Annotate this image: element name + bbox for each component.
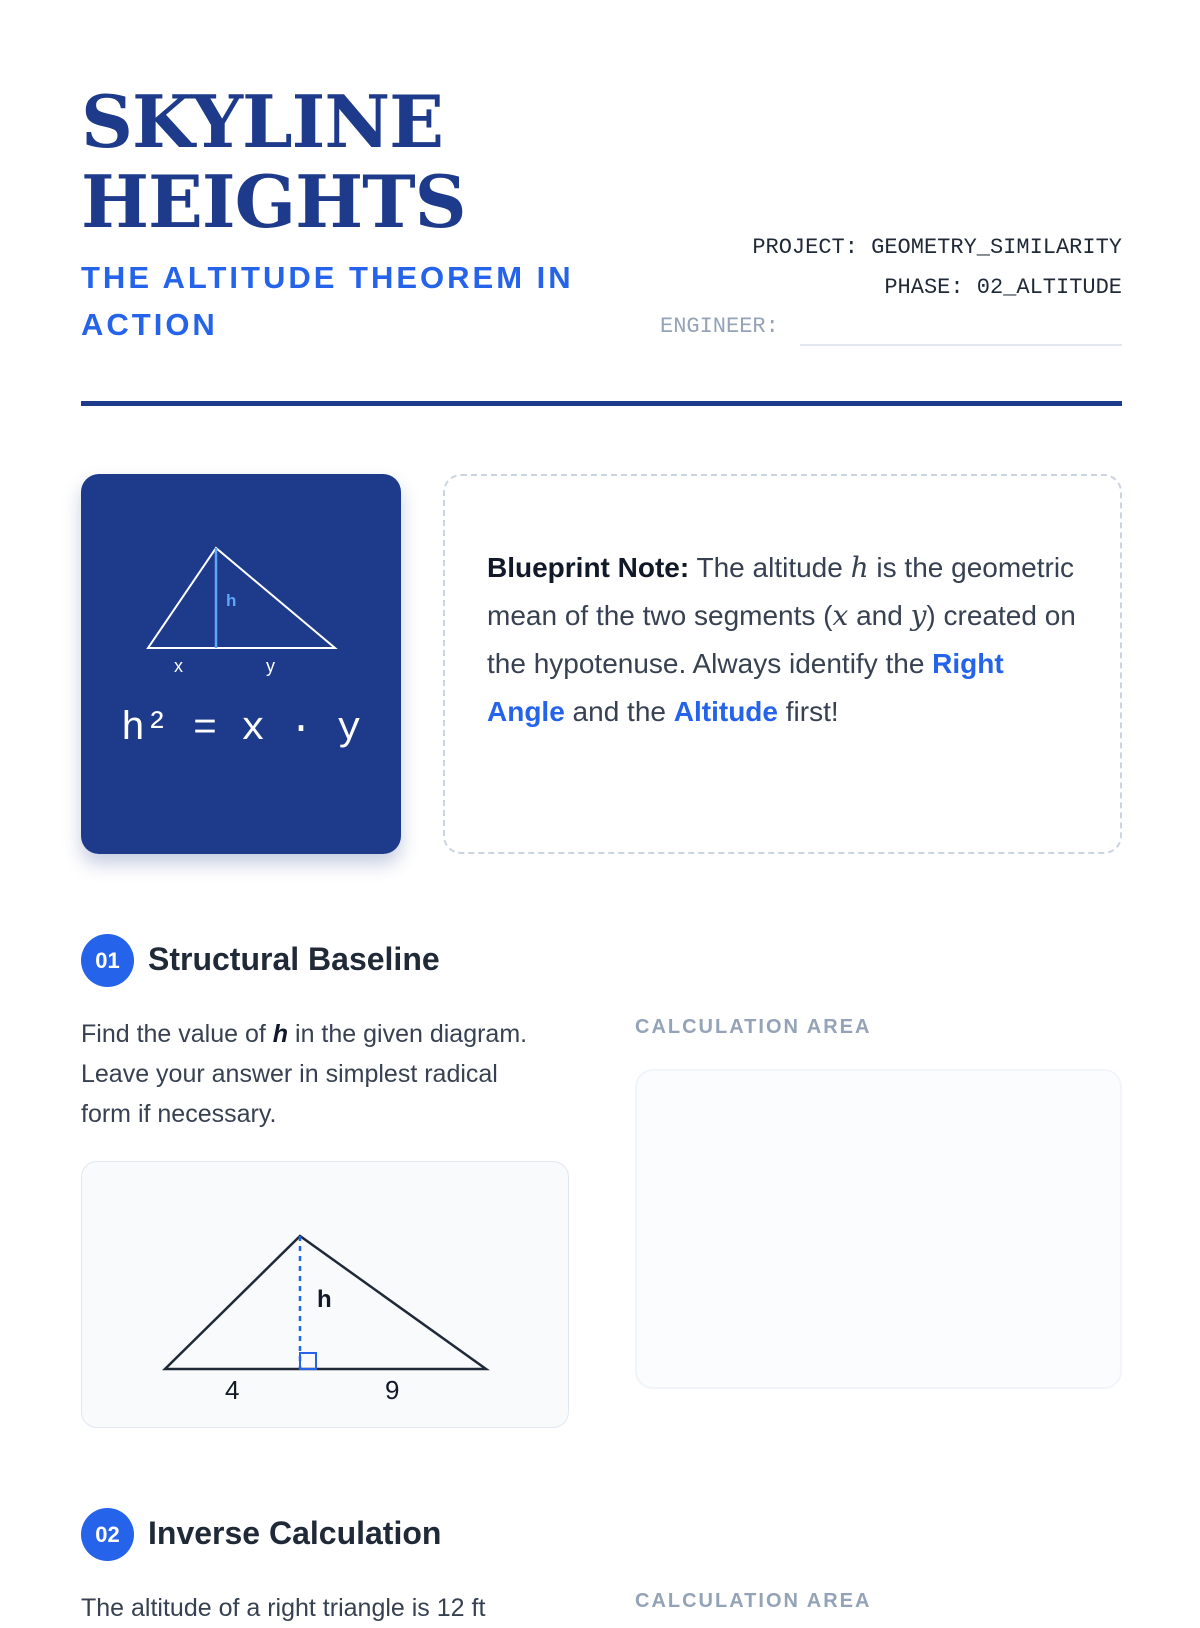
note-var-h: h	[850, 551, 869, 584]
right-angle-marker	[300, 1353, 316, 1369]
formula-label-y: y	[266, 656, 275, 676]
prompt-var-h: h	[272, 1020, 289, 1048]
section-01-prompt	[81, 1014, 541, 1134]
title-line-2: HEIGHTS	[81, 159, 466, 244]
section-01-diagram	[81, 1161, 569, 1428]
header-divider	[81, 401, 1122, 406]
formula-equation: h² = x · y	[121, 707, 362, 752]
section-title: Structural Baseline	[148, 941, 440, 977]
formula-card	[81, 474, 401, 854]
note-var-y: y	[910, 599, 927, 632]
section-number-badge: 01	[81, 934, 134, 987]
note-text	[487, 544, 1087, 736]
engineer-input-line[interactable]	[800, 344, 1122, 346]
altitude-diagram-icon	[81, 474, 401, 854]
note-highlight-right-angle: Right Angle	[487, 648, 1004, 727]
title-line-1: SKYLINE	[81, 79, 444, 164]
note-var-x: x	[832, 599, 849, 632]
note-text-3: and	[848, 600, 911, 631]
note-text-1: The altitude	[689, 552, 851, 583]
formula-label-h: h	[226, 591, 237, 610]
section-number-badge: 02	[81, 1508, 134, 1561]
page-subtitle: THE ALTITUDE THEOREM IN ACTION	[81, 260, 574, 342]
note-text-6: first!	[777, 696, 839, 727]
project-line: PROJECT: GEOMETRY_SIMILARITY	[752, 235, 1122, 260]
note-text-2: is the geometric mean of the two segments (	[487, 552, 1075, 631]
right-triangle-diagram-icon	[82, 1162, 570, 1429]
page-title	[81, 79, 466, 244]
note-highlight-altitude: Altitude	[673, 696, 778, 727]
section-02-prompt: The altitude of a right triangle is 12 ft	[81, 1594, 486, 1622]
prompt-text-b: in the given diagram. Leave your answer in simplest radical form if necessary.	[81, 1020, 528, 1128]
section-title: Inverse Calculation	[148, 1515, 442, 1551]
phase-line: PHASE: 02_ALTITUDE	[884, 275, 1122, 300]
calculation-area-label: CALCULATION AREA	[635, 1590, 872, 1612]
note-text-4: ) created on the hypotenuse. Always identify the	[487, 600, 1076, 679]
calculation-area-box[interactable]	[635, 1069, 1122, 1389]
diagram-label-right-segment: 9	[385, 1375, 400, 1405]
blueprint-note	[443, 474, 1122, 854]
engineer-field	[660, 310, 1122, 348]
prompt-text-a: Find the value of	[81, 1020, 273, 1048]
note-text-5: and the	[564, 696, 674, 727]
calculation-area-label: CALCULATION AREA	[635, 1016, 872, 1038]
formula-label-x: x	[174, 656, 183, 676]
formula-triangle	[148, 548, 335, 648]
diagram-label-h: h	[317, 1286, 332, 1313]
note-lead: Blueprint Note:	[487, 552, 690, 583]
worksheet-page	[81, 0, 1122, 1622]
diagram-label-left-segment: 4	[225, 1375, 240, 1405]
engineer-label: ENGINEER:	[660, 314, 779, 339]
project-meta	[752, 228, 1122, 308]
